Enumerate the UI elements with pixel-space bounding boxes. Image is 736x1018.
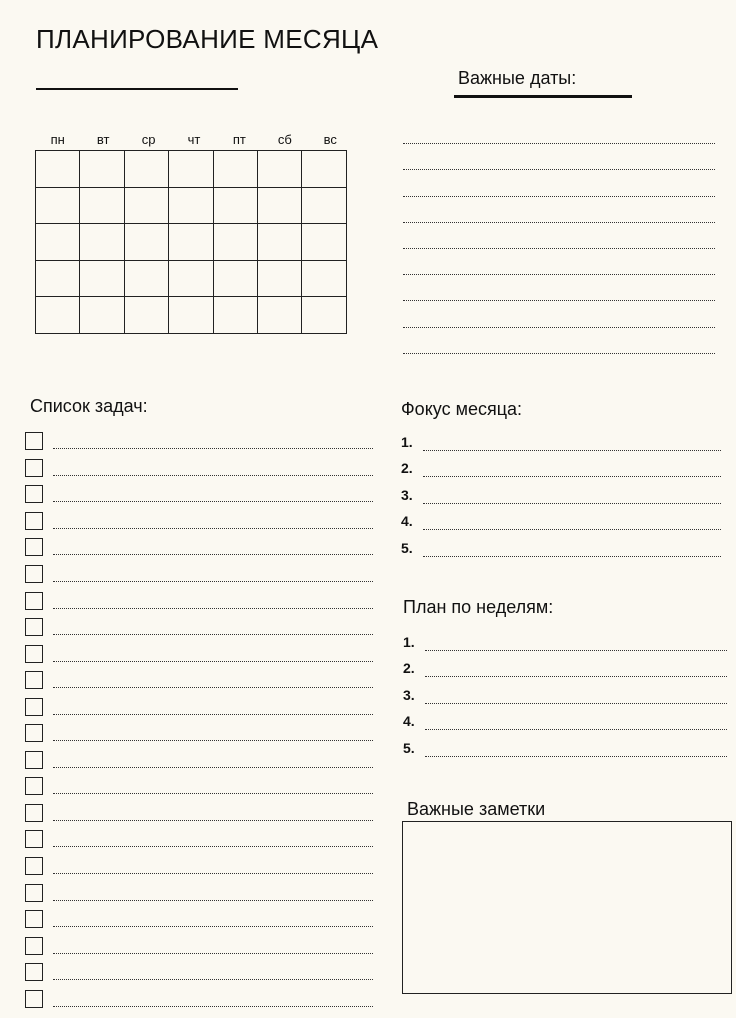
month-name-line[interactable] <box>36 88 238 90</box>
task-line[interactable] <box>53 699 373 715</box>
focus-line[interactable] <box>423 487 721 504</box>
task-checkbox[interactable] <box>25 963 43 981</box>
task-checkbox[interactable] <box>25 777 43 795</box>
task-line[interactable] <box>53 672 373 688</box>
calendar-day-cell[interactable] <box>257 151 301 188</box>
task-row <box>25 879 373 906</box>
weekly-plan-list <box>403 624 727 757</box>
weekly-plan-line[interactable] <box>425 740 727 757</box>
weekday-header <box>35 132 353 147</box>
task-checkbox[interactable] <box>25 751 43 769</box>
calendar-day-cell[interactable] <box>124 187 168 224</box>
task-row <box>25 773 373 800</box>
task-line[interactable] <box>53 593 373 609</box>
calendar-day-cell[interactable] <box>36 224 80 261</box>
task-checkbox[interactable] <box>25 830 43 848</box>
task-row <box>25 534 373 561</box>
task-line[interactable] <box>53 752 373 768</box>
focus-number: 2. <box>401 460 413 477</box>
calendar-day-cell[interactable] <box>124 151 168 188</box>
task-row <box>25 614 373 641</box>
calendar-day-cell[interactable] <box>169 260 213 297</box>
focus-number: 4. <box>401 513 413 530</box>
calendar-week-row <box>36 297 347 334</box>
weekly-plan-number: 4. <box>403 713 415 730</box>
calendar-week-row <box>36 260 347 297</box>
calendar-day-cell[interactable] <box>80 224 124 261</box>
task-line[interactable] <box>53 805 373 821</box>
calendar-day-cell[interactable] <box>213 224 257 261</box>
focus-line[interactable] <box>423 540 721 557</box>
task-row <box>25 826 373 853</box>
focus-line[interactable] <box>423 513 721 530</box>
task-line[interactable] <box>53 778 373 794</box>
calendar-week-row <box>36 151 347 188</box>
task-checkbox[interactable] <box>25 592 43 610</box>
task-row <box>25 747 373 774</box>
task-line[interactable] <box>53 539 373 555</box>
calendar-day-cell[interactable] <box>80 297 124 334</box>
calendar-day-cell[interactable] <box>36 260 80 297</box>
calendar-day-cell[interactable] <box>302 224 346 261</box>
focus-line[interactable] <box>423 434 721 451</box>
task-line[interactable] <box>53 646 373 662</box>
calendar-day-cell[interactable] <box>302 151 346 188</box>
calendar-day-cell[interactable] <box>80 260 124 297</box>
calendar-day-cell[interactable] <box>36 151 80 188</box>
weekly-plan-item <box>403 677 727 704</box>
calendar-day-cell[interactable] <box>213 297 257 334</box>
calendar-day-cell[interactable] <box>302 297 346 334</box>
calendar-day-cell[interactable] <box>124 224 168 261</box>
calendar-day-cell[interactable] <box>36 297 80 334</box>
task-line[interactable] <box>53 885 373 901</box>
task-checkbox[interactable] <box>25 937 43 955</box>
calendar-day-cell[interactable] <box>257 224 301 261</box>
task-checkbox[interactable] <box>25 857 43 875</box>
weekly-plan-item <box>403 730 727 757</box>
important-dates-title: Важные даты: <box>458 68 577 88</box>
task-checkbox[interactable] <box>25 565 43 583</box>
weekly-plan-line[interactable] <box>425 713 727 730</box>
task-row <box>25 587 373 614</box>
task-checkbox[interactable] <box>25 538 43 556</box>
task-line[interactable] <box>53 619 373 635</box>
important-date-line[interactable] <box>403 249 715 275</box>
calendar-day-cell[interactable] <box>169 224 213 261</box>
task-row <box>25 959 373 986</box>
calendar-day-cell[interactable] <box>213 260 257 297</box>
focus-line[interactable] <box>423 460 721 477</box>
weekday-label: пн <box>50 132 65 147</box>
task-checkbox[interactable] <box>25 459 43 477</box>
weekly-plan-item <box>403 704 727 731</box>
weekly-plan-number: 2. <box>403 660 415 677</box>
weekly-plan-item <box>403 624 727 651</box>
important-date-line[interactable] <box>403 275 715 301</box>
task-row <box>25 906 373 933</box>
weekly-plan-line[interactable] <box>425 634 727 651</box>
task-line[interactable] <box>53 725 373 741</box>
page-title: ПЛАНИРОВАНИЕ МЕСЯЦА <box>36 24 379 54</box>
task-row <box>25 853 373 880</box>
important-date-line[interactable] <box>403 144 715 170</box>
task-row <box>25 693 373 720</box>
important-date-line[interactable] <box>403 197 715 223</box>
task-line[interactable] <box>53 858 373 874</box>
calendar-day-cell[interactable] <box>257 297 301 334</box>
notes-box[interactable] <box>402 821 732 994</box>
important-date-line[interactable] <box>403 328 715 354</box>
calendar-grid <box>35 150 347 334</box>
task-checkbox[interactable] <box>25 645 43 663</box>
calendar-day-cell[interactable] <box>80 151 124 188</box>
task-line[interactable] <box>53 513 373 529</box>
calendar-day-cell[interactable] <box>257 260 301 297</box>
calendar-day-cell[interactable] <box>302 187 346 224</box>
calendar-week-row <box>36 187 347 224</box>
task-row <box>25 455 373 482</box>
focus-item <box>401 424 721 451</box>
task-row <box>25 720 373 747</box>
notes-title: Важные заметки <box>407 799 546 819</box>
weekly-plan-number: 3. <box>403 686 415 703</box>
task-checkbox[interactable] <box>25 432 43 450</box>
task-checkbox[interactable] <box>25 910 43 928</box>
calendar-day-cell[interactable] <box>169 297 213 334</box>
task-checkbox[interactable] <box>25 671 43 689</box>
task-checkbox[interactable] <box>25 804 43 822</box>
calendar-day-cell[interactable] <box>169 151 213 188</box>
task-checkbox[interactable] <box>25 618 43 636</box>
focus-list <box>401 424 721 557</box>
task-line[interactable] <box>53 566 373 582</box>
calendar-day-cell[interactable] <box>169 187 213 224</box>
task-checkbox[interactable] <box>25 698 43 716</box>
calendar-day-cell[interactable] <box>213 187 257 224</box>
task-row <box>25 800 373 827</box>
task-row <box>25 667 373 694</box>
weekly-plan-item <box>403 651 727 678</box>
task-row <box>25 640 373 667</box>
focus-number: 5. <box>401 539 413 556</box>
calendar-day-cell[interactable] <box>213 151 257 188</box>
important-dates-underline <box>454 95 632 98</box>
task-checkbox[interactable] <box>25 990 43 1008</box>
task-line[interactable] <box>53 460 373 476</box>
task-line[interactable] <box>53 433 373 449</box>
task-line[interactable] <box>53 964 373 980</box>
focus-item <box>401 451 721 478</box>
weekly-plan-line[interactable] <box>425 660 727 677</box>
weekday-label: вс <box>323 132 337 147</box>
calendar-week-row <box>36 224 347 261</box>
task-checkbox[interactable] <box>25 485 43 503</box>
weekday-label: ср <box>141 132 156 147</box>
task-row <box>25 561 373 588</box>
task-line[interactable] <box>53 831 373 847</box>
tasks-title: Список задач: <box>30 396 148 416</box>
task-checkbox[interactable] <box>25 512 43 530</box>
weekday-label: вт <box>96 132 110 147</box>
weekday-label: пт <box>232 132 246 147</box>
task-checkbox[interactable] <box>25 724 43 742</box>
task-list <box>25 428 373 1012</box>
focus-item <box>401 504 721 531</box>
weekly-plan-title: План по неделям: <box>403 597 554 617</box>
calendar-day-cell[interactable] <box>257 187 301 224</box>
task-line[interactable] <box>53 938 373 954</box>
task-row <box>25 481 373 508</box>
task-row <box>25 985 373 1012</box>
important-date-line[interactable] <box>403 170 715 196</box>
task-line[interactable] <box>53 486 373 502</box>
important-dates-lines <box>403 118 715 354</box>
task-row <box>25 428 373 455</box>
focus-title: Фокус месяца: <box>401 399 523 419</box>
task-line[interactable] <box>53 991 373 1007</box>
weekly-plan-line[interactable] <box>425 687 727 704</box>
calendar-day-cell[interactable] <box>124 297 168 334</box>
focus-number: 3. <box>401 486 413 503</box>
weekly-plan-number: 1. <box>403 633 415 650</box>
focus-number: 1. <box>401 433 413 450</box>
weekday-label: сб <box>277 132 292 147</box>
focus-item <box>401 530 721 557</box>
weekly-plan-number: 5. <box>403 739 415 756</box>
important-date-line[interactable] <box>403 118 715 144</box>
calendar-day-cell[interactable] <box>36 187 80 224</box>
important-date-line[interactable] <box>403 223 715 249</box>
task-line[interactable] <box>53 911 373 927</box>
calendar-day-cell[interactable] <box>302 260 346 297</box>
task-checkbox[interactable] <box>25 884 43 902</box>
weekday-label: чт <box>187 132 201 147</box>
focus-item <box>401 477 721 504</box>
calendar-day-cell[interactable] <box>80 187 124 224</box>
task-row <box>25 508 373 535</box>
calendar-day-cell[interactable] <box>124 260 168 297</box>
important-date-line[interactable] <box>403 301 715 327</box>
task-row <box>25 932 373 959</box>
